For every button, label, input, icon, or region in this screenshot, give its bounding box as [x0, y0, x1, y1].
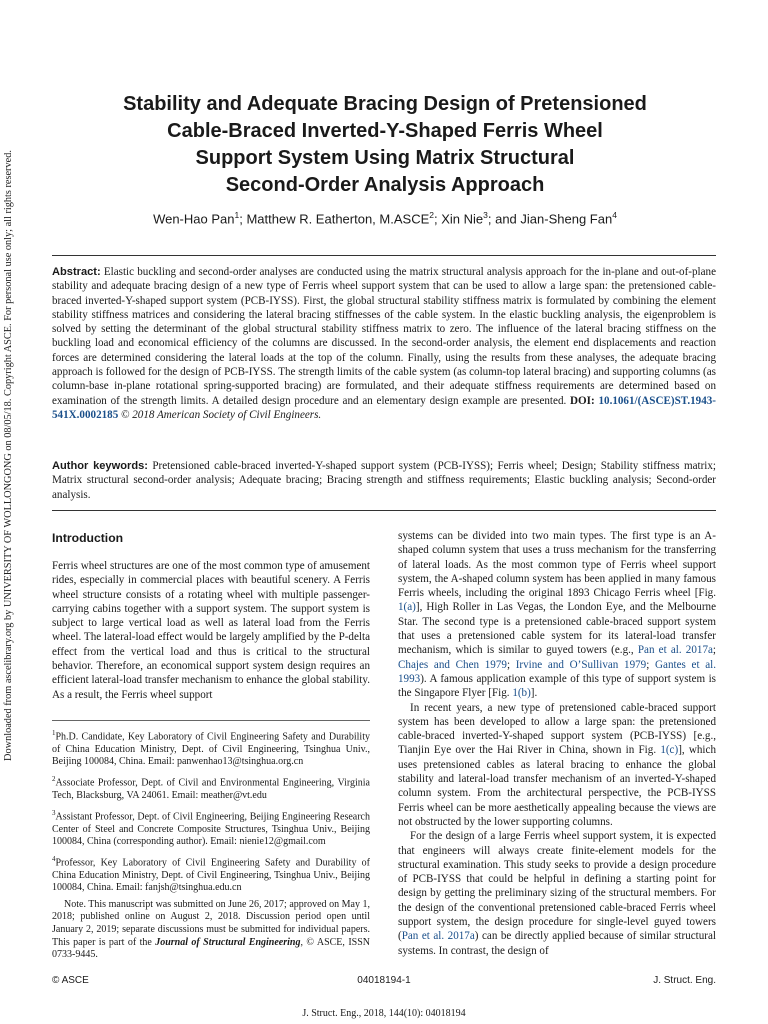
- footer-publisher: © ASCE: [52, 975, 89, 986]
- submission-note: [52, 899, 370, 962]
- right-column: [398, 529, 716, 958]
- body-text-segment: ].: [530, 687, 538, 700]
- submission-note-text: Note. This manuscript was submitted on June 26, 2017; approved on May 1, 2018; published online on August 2, 2018. Discussion period open until January 2, 2019; separate discussions must be submitted for individual papers. This paper is part of the: [52, 898, 370, 948]
- intro-paragraph: Ferris wheel structures are one of the most common type of amusement rides, especially in commercial places with beautiful scenery. A Ferris wheel structure consists of a rotating wheel with multiple passenger-carrying cabins together with a support system. The support system is subject to large vertical load as well as lateral load from the Ferris wheel. The lateral-load effect would be largely amplified by the P-delta effect from the vertical load and thus is critical to the structural behavior. Therefore, an economical support system design requires an efficient lateral-load transfer mechanism to enhance the global stability. As a result, the Ferris wheel support: [52, 560, 370, 701]
- citation-link[interactable]: Gantes et al. 1993: [398, 658, 717, 685]
- header-divider: [52, 255, 716, 256]
- body-paragraph-2: [398, 701, 716, 830]
- author-list: [60, 210, 710, 226]
- keywords-text: Pretensioned cable-braced inverted-Y-shaped support system (PCB-IYSS); Ferris wheel; Design; Stability stiffness matrix; Matrix structural second-order analysis; Adequate bracing; Bracing strength and stiffness requirements; Elastic buckling analysis; Second-order analysis.: [52, 460, 716, 501]
- download-notice-sidebar: [0, 150, 18, 761]
- body-text-segment: In recent years, a new type of pretensioned cable-braced support system has been developed to allow a large span: the pretensioned cable-braced inverted-Y-shaped support system (PCB-IYSS) [e.g., Tianjin Eye over the Hai River in China, shown in Fig.: [398, 701, 716, 757]
- author-name: Wen-Hao Pan: [153, 211, 235, 227]
- download-notice-text: Downloaded from ascelibrary.org by UNIVERSITY OF WOLLONGONG on 08/05/18. Copyright ASCE. For personal use only; all rights reserved.: [2, 150, 14, 761]
- footnote-1-text: Ph.D. Candidate, Key Laboratory of Civil Engineering Safety and Durability of China Education Ministry, Dept. of Civil Engineering, Tsinghua Univ., Beijing 100084, China. Email: panwenhao13@tsinghua.org.cn: [52, 731, 370, 768]
- paper-title: [60, 91, 710, 199]
- author-separator: ; and: [487, 211, 521, 227]
- journal-name: Journal of Structural Engineering: [155, 936, 301, 948]
- author-keywords: [52, 459, 716, 502]
- title-line-1: Stability and Adequate Bracing Design of Pretensioned: [123, 93, 647, 115]
- citation-link[interactable]: Pan et al. 2017a: [637, 644, 713, 657]
- footnote-2: $^2$Associate Professor, Dept. of Civil and Environmental Engineering, Virginia Tech, Blacksburg, VA 24061. Email: meather@vt.edu: [52, 775, 370, 801]
- title-line-3: Support System Using Matrix Structural: [195, 147, 575, 169]
- abstract-label: Abstract:: [52, 266, 101, 278]
- footnote-3: $^3$Assistant Professor, Dept. of Civil Engineering, Beijing Engineering Research Center of Steel and Concrete Composite Structures, Tsinghua Univ., Beijing 100084, China (corresponding author). Email: nienie12@gmail.com: [52, 808, 370, 848]
- author-affiliation-mark: 2: [429, 210, 434, 220]
- body-paragraph-1: [398, 529, 716, 701]
- footnote-4-text: Professor, Key Laboratory of Civil Engineering Safety and Durability of China Education Ministry, Dept. of Civil Engineering, Tsinghua Univ., Beijing 100084, China. Email: fanjsh@tsinghua.edu.cn: [52, 857, 370, 894]
- doi-link[interactable]: 10.1061/(ASCE)ST.1943-541X.0002185: [52, 394, 716, 421]
- citation-separator: ;: [646, 658, 656, 671]
- citation-link[interactable]: Irvine and O’Sullivan 1979: [515, 658, 647, 671]
- abstract-text: Elastic buckling and second-order analyses are conducted using the matrix structural analysis approach for the in-plane and out-of-plane stability and adequate bracing design of a new type of Ferris wheel support system that can be used to allow a large span: the pretensioned cable-braced inverted-Y-shaped support system (PCB-IYSS). First, the global structural stability stiffness matrix is formulated by combining the element stability stiffness matrices and considering the lateral bracing stiffnesses of the cable system. In the elastic buckling analysis, the eigenproblem is solved by setting the determinant of the global structural stability stiffness matrix to zero. The influence of the lateral bracing stiffness on the buckling load and economical efficiency of the columns are discussed. In the second-order analysis, the element end displacements and reaction forces are determined considering the lateral loads at the top of the column. Finally, using the results from these analyses, the adequate bracing approach is followed for the design of PCB-IYSS. The strength limits of the cable system (as column-top lateral bracing) and supporting columns (as column-base in-plane rotational spring-supported bracing) are formulated, and their adequate stiffness requirements are determined based on examination of the strength limits. A detailed design procedure and an elementary design example are presented.: [52, 266, 716, 407]
- keywords-divider: [52, 510, 716, 511]
- abstract: [52, 265, 716, 422]
- figure-link-1a[interactable]: 1(a): [398, 601, 416, 614]
- author-name: Matthew R. Eatherton, M.ASCE: [246, 211, 430, 227]
- title-line-2: Cable-Braced Inverted-Y-Shaped Ferris Wheel: [167, 120, 603, 142]
- citation-link[interactable]: Pan et al. 2017a: [401, 930, 475, 943]
- author-affiliation-mark: 4: [612, 210, 617, 220]
- footnote-3-text: Assistant Professor, Dept. of Civil Engineering, Beijing Engineering Research Center of Steel and Concrete Composite Structures, Tsinghua Univ., Beijing 100084, China (corresponding author). Email: nienie12@gmail.com: [52, 810, 370, 848]
- body-text-segment: systems can be divided into two main types. The first type is an A-shaped column system that uses a truss mechanism for the transferring of lateral loads. As the most common type of Ferris wheel support system, the A-shaped column system has been applied in many famous Ferris wheels, including the original 1893 Chicago Ferris wheel [Fig.: [398, 530, 716, 600]
- title-line-4: Second-Order Analysis Approach: [225, 174, 545, 196]
- footnote-2-text: Associate Professor, Dept. of Civil and Environmental Engineering, Virginia Tech, Blacksburg, VA 24061. Email: meather@vt.edu: [52, 777, 370, 801]
- footnote-4: $^4$Professor, Key Laboratory of Civil Engineering Safety and Durability of China Education Ministry, Dept. of Civil Engineering, Tsinghua Univ., Beijing 100084, China. Email: fanjsh@tsinghua.edu.cn: [52, 854, 370, 894]
- author-affiliation-mark: 1: [234, 210, 240, 220]
- left-column: [52, 531, 370, 966]
- figure-link-1c[interactable]: 1(c): [660, 744, 679, 757]
- section-heading-introduction: Introduction: [52, 531, 124, 545]
- footer-page-id: 04018194-1: [357, 975, 411, 986]
- body-text-segment: ) can be directly applied because of similar structural systems. In contrast, the design of: [398, 930, 717, 957]
- abstract-copyright: © 2018 American Society of Civil Engineers.: [118, 408, 322, 421]
- author-separator: ;: [239, 211, 247, 227]
- body-text-segment: For the design of a large Ferris wheel support system, it is expected that engineers will always create finite-element models for the structural examination. This study seeks to provide a design procedure of PCB-IYSS that could be helpful in defining a starting point for design by getting the preliminary sizing of the structural members. For the design of the conventional pretensioned cable-braced Ferris wheel support system, the design procedure for single-level guyed towers (: [398, 830, 716, 943]
- body-text-segment: ). A famous application example of this type of support system is the Singapore Flyer [Fig.: [398, 672, 716, 700]
- figure-link-1b[interactable]: 1(b): [512, 687, 531, 700]
- doi-label: DOI:: [570, 394, 595, 407]
- submission-note-end: , © ASCE, ISSN 0733-9445.: [52, 936, 370, 961]
- body-paragraph-3: [398, 829, 716, 958]
- author-name: Xin Nie: [441, 211, 484, 227]
- footnote-divider: [52, 720, 370, 721]
- citation-line: J. Struct. Eng., 2018, 144(10): 04018194: [302, 1008, 466, 1019]
- author-affiliation-mark: 3: [483, 210, 488, 220]
- author-separator: ;: [433, 211, 442, 227]
- citation-link[interactable]: Chajes and Chen 1979: [398, 658, 507, 671]
- footer-journal: J. Struct. Eng.: [653, 975, 716, 986]
- citation-separator: ;: [712, 644, 717, 657]
- keywords-label: Author keywords:: [52, 460, 148, 472]
- citation-separator: ;: [506, 658, 516, 671]
- body-text-segment: ], High Roller in Las Vegas, the London Eye, and the Melbourne Star. The second type is a pretensioned cable-braced support system that uses a pretensioned cable system for its lateral-load transfer mechanism, which is similar to guyed towers (e.g.,: [398, 601, 716, 657]
- author-name: Jian-Sheng Fan: [520, 211, 613, 227]
- footnote-1: $^1$Ph.D. Candidate, Key Laboratory of Civil Engineering Safety and Durability of China Education Ministry, Dept. of Civil Engineering, Tsinghua Univ., Beijing 100084, China. Email: panwenhao13@tsinghua.org.cn: [52, 728, 370, 768]
- body-text-segment: ], which uses pretensioned cables as lateral bracing to enhance the global stability and lateral-load transfer mechanism of an inverted-Y-shaped column system. From the architectural perspective, the PCB-IYSS Ferris wheel can be more aesthetically appealing because the views are not obstructed by the lower supporting columns.: [398, 744, 716, 828]
